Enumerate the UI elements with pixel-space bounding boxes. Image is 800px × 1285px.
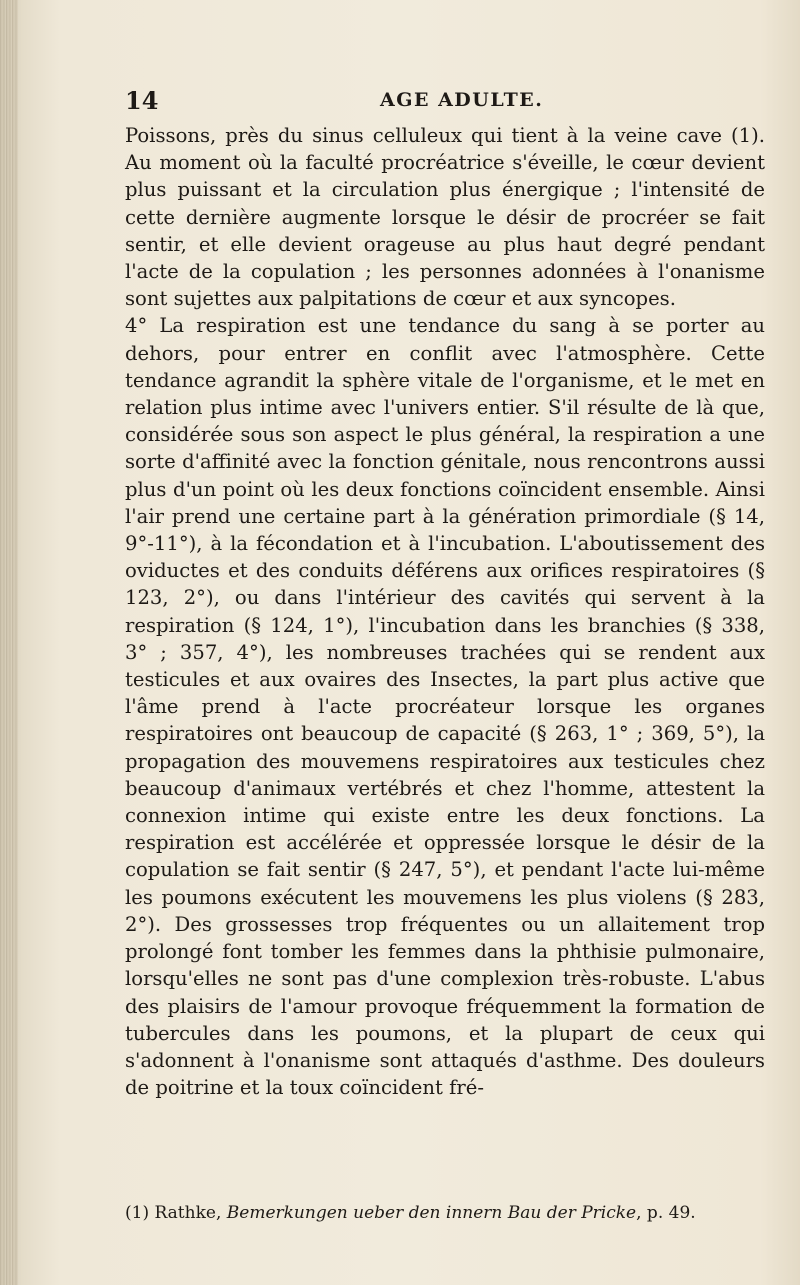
page-number: 14 (125, 86, 159, 115)
body-text (125, 122, 765, 1101)
page-binding-edge (0, 0, 18, 1285)
page-header (125, 86, 765, 116)
footnote-citation: Bemerkungen ueber den innern Bau der Pricke (226, 1203, 637, 1223)
paragraph: 4° La respiration est une tendance du sang à se porter au dehors, pour entrer en conflit avec l'atmosphère. Cette tendance agrandit la sphère vitale de l'organisme, et le met en relation plus intime avec l'univers entier. S'il résulte de là que, considérée sous son aspect le plus général, la respiration a une sorte d'affinité avec la fonction génitale, nous rencontrons aussi plus d'un point où les deux fonctions coïncident ensemble. Ainsi l'air prend une certaine part à la génération primordiale (§ 14, 9°-11°), à la fécondation et à l'incubation. L'aboutissement des oviductes et des conduits déférens aux orifices respiratoires (§ 123, 2°), ou dans l'intérieur des cavités qui servent à la respiration (§ 124, 1°), l'incubation dans les branchies (§ 338, 3° ; 357, 4°), les nombreuses trachées qui se rendent aux testicules et aux ovaires des Insectes, la part plus active que l'âme prend à l'acte procréateur lorsque les organes respiratoires ont beaucoup de capacité (§ 263, 1° ; 369, 5°), la propagation des mouvemens respiratoires aux testicules chez beaucoup d'animaux vertébrés et chez l'homme, attestent la connexion intime qui existe entre les deux fonctions. La respiration est accélérée et oppressée lorsque le désir de la copulation se fait sentir (§ 247, 5°), et pendant l'acte lui-même les poumons exécutent les mouvemens les plus violens (§ 283, 2°). Des grossesses trop fréquentes ou un allaitement trop prolongé font tomber les femmes dans la phthisie pulmonaire, lorsqu'elles ne sont pas d'une complexion très-robuste. L'abus des plaisirs de l'amour provoque fréquemment la formation de tubercules dans les poumons, et la plupart de ceux qui s'adonnent à l'onanisme sont attaqués d'asthme. Des douleurs de poitrine et la toux coïncident fré- (125, 314, 765, 1100)
footnote-page-ref: , p. 49. (636, 1203, 696, 1223)
footnote-marker: (1) Rathke, (125, 1203, 222, 1223)
paragraph: Poissons, près du sinus celluleux qui tient à la veine cave (1). Au moment où la faculté procréatrice s'éveille, le cœur devient plus puissant et la circulation plus énergique ; l'intensité de cette dernière augmente lorsque le désir de procréer se fait sentir, et elle devient orageuse au plus haut degré pendant l'acte de la copulation ; les personnes adonnées à l'onanisme sont sujettes aux palpitations de cœur et aux syncopes. (125, 124, 765, 311)
footnote (125, 1202, 765, 1224)
running-title: AGE ADULTE. (380, 89, 544, 111)
